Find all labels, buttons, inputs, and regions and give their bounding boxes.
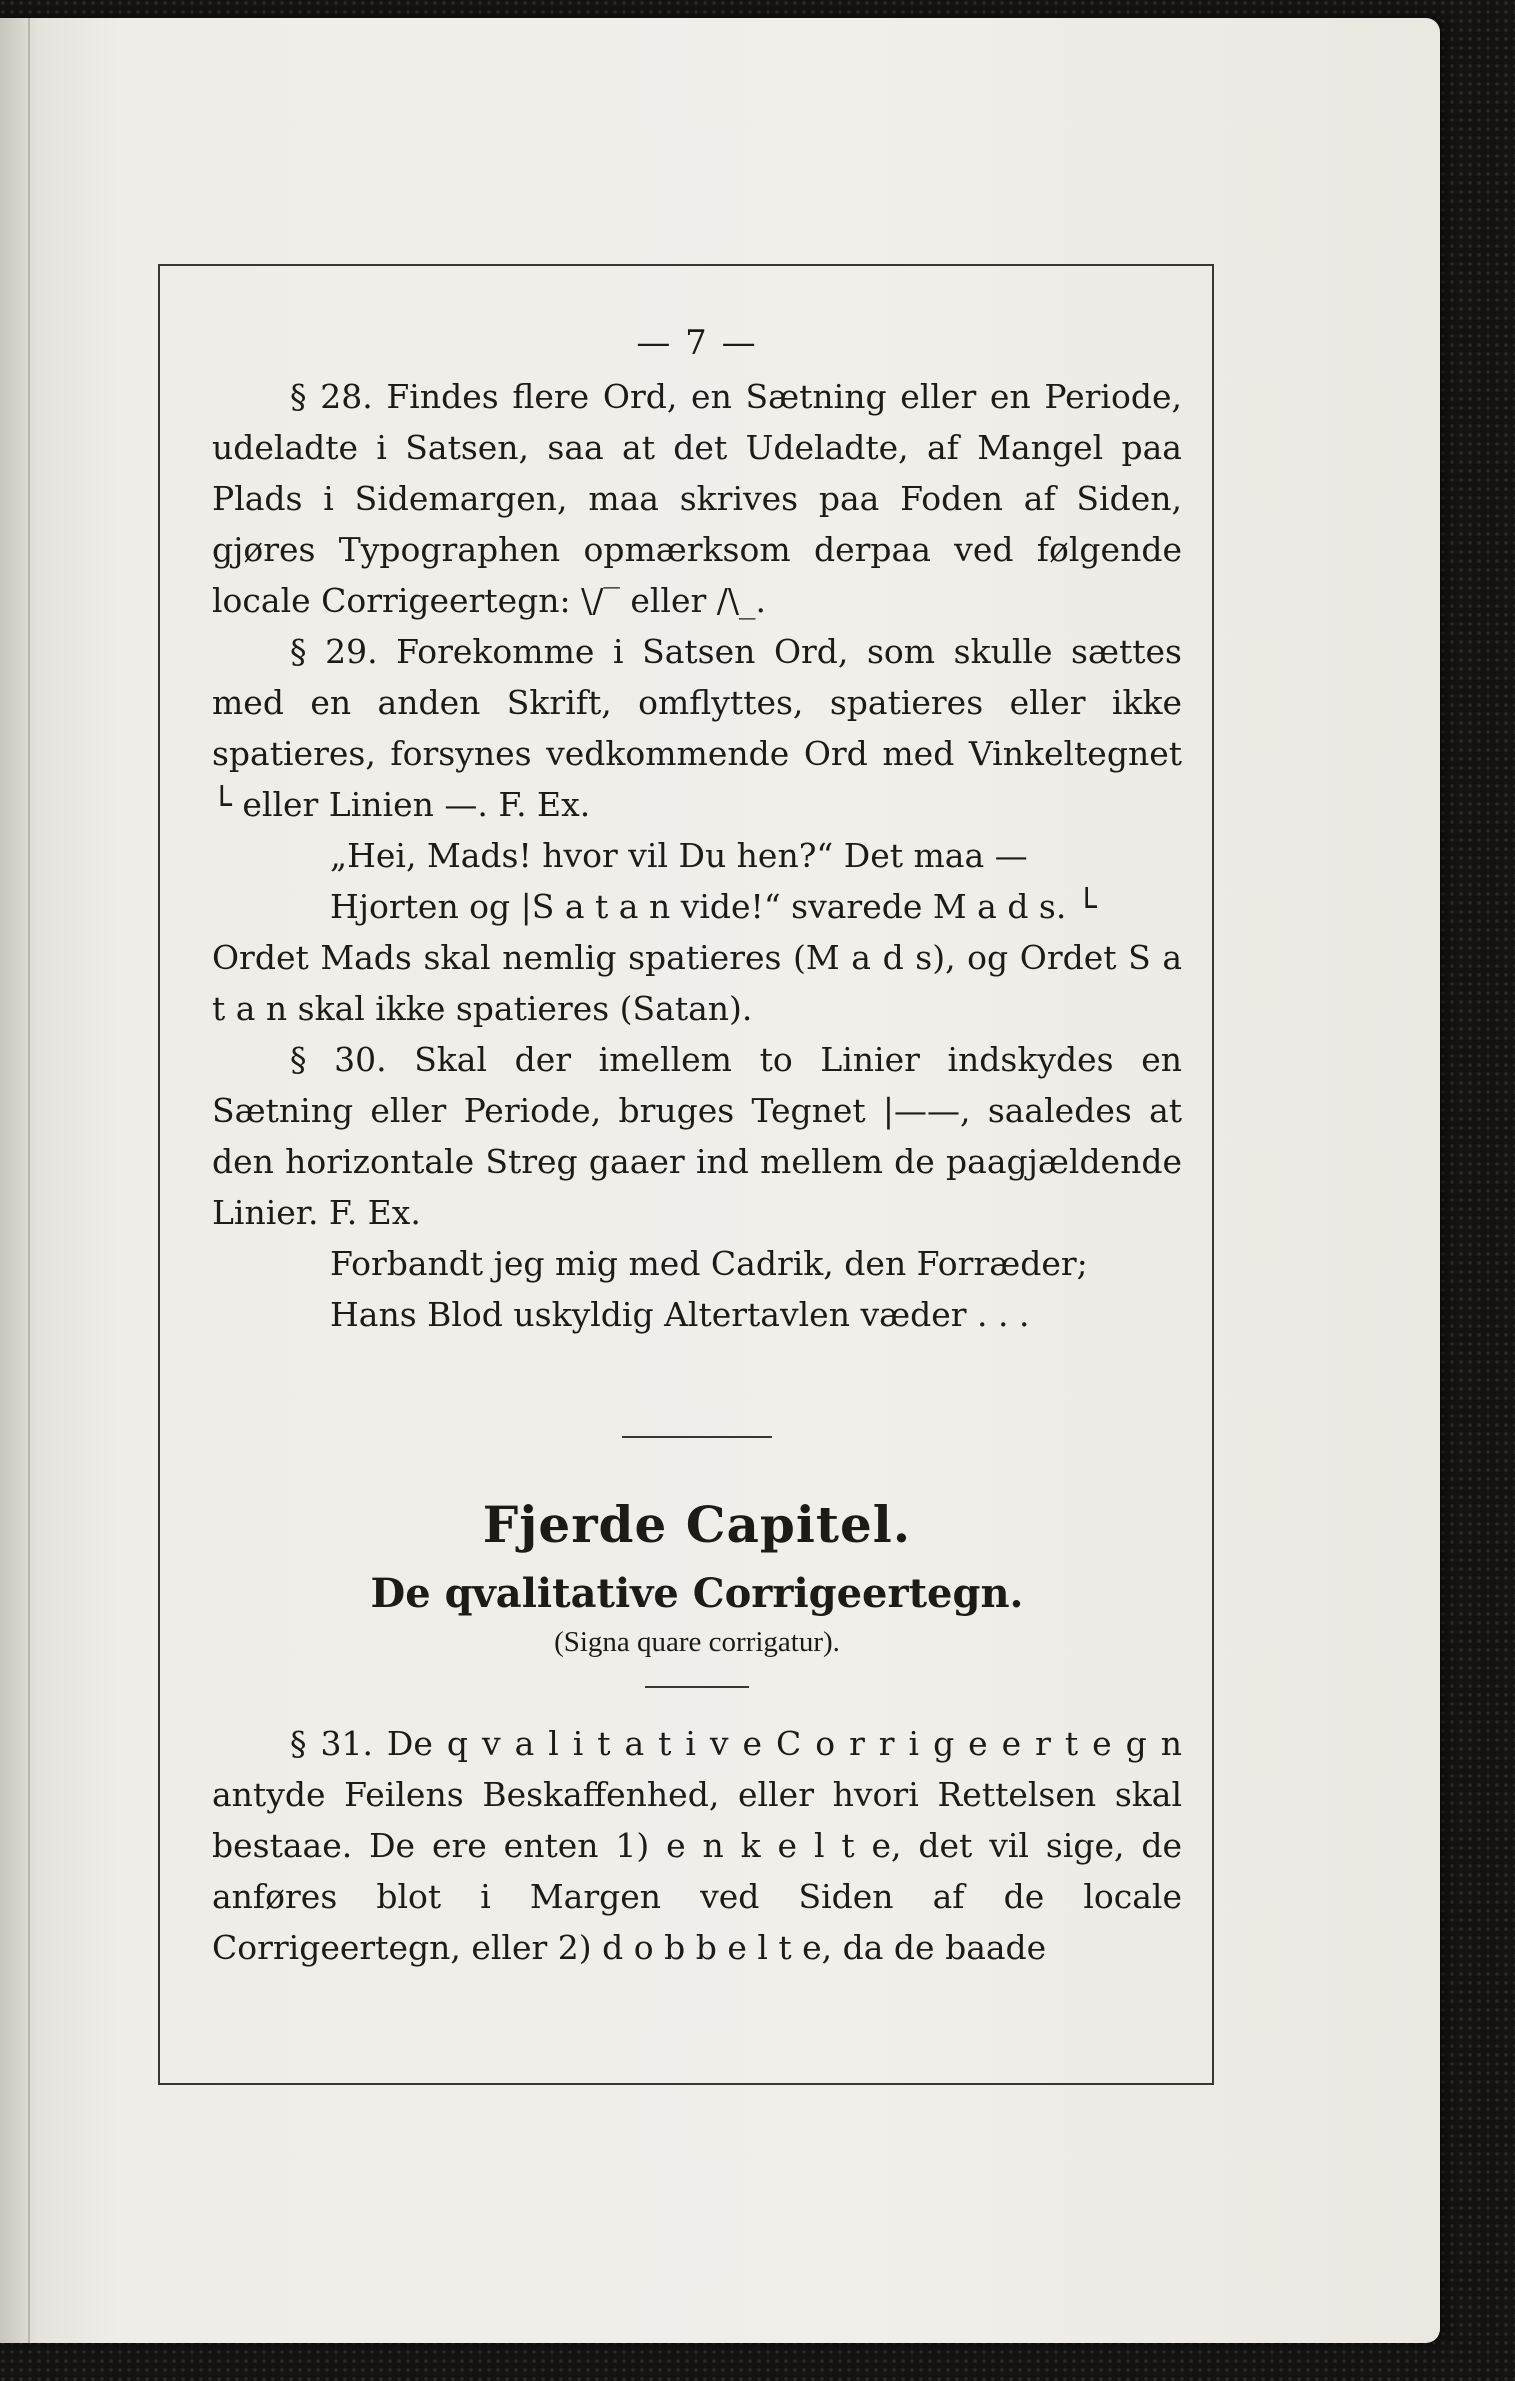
paragraph-28: § 28. Findes flere Ord, en Sætning eller en Periode, udeladte i Satsen, saa at det Udeladte, af Mangel paa Plads i Sidemargen, maa skrives paa Foden af Siden, gjøres Typographen opmærksom derpaa ved følgende locale Corrigeertegn: \/‾ eller /\_.: [212, 377, 1182, 620]
paragraph-29-explanation: Ordet Mads skal nemlig spatieres (M a d s), og Ordet S a t a n skal ikke spatieres (Satan).: [212, 938, 1182, 1028]
section-divider: [622, 1436, 772, 1438]
chapter-divider: [645, 1686, 749, 1688]
page-number: — 7 —: [636, 323, 758, 363]
page-spine: [28, 18, 30, 2343]
verse-line-2: Hans Blod uskyldig Altertavlen væder . . .: [330, 1295, 1030, 1334]
book-page: [0, 18, 1440, 2343]
example-line-1: „Hei, Mads! hvor vil Du hen?“ Det maa —: [330, 836, 1028, 875]
chapter-title: Fjerde Capitel.: [482, 1495, 912, 1554]
chapter-subtitle: De qvalitative Corrigeertegn.: [370, 1570, 1024, 1617]
text-block: [212, 318, 1182, 1973]
verse-line-1: Forbandt jeg mig med Cadrik, den Forræder;: [330, 1244, 1088, 1283]
example-line-2: Hjorten og |S a t a n vide!“ svarede M a d s. └: [330, 887, 1097, 926]
paragraph-31: § 31. De q v a l i t a t i v e C o r r i g e e r t e g n antyde Feilens Beskaffenhed, eller hvori Rettelsen skal bestaae. De ere enten 1) e n k e l t e, det vil sige, de anføres blot i Margen ved Siden af de locale Corrigeertegn, eller 2) d o b b e l t e, da de baade: [212, 1724, 1182, 1967]
chapter-latin-subtitle: (Signa quare corrigatur).: [554, 1626, 840, 1658]
paragraph-29: § 29. Forekomme i Satsen Ord, som skulle sættes med en anden Skrift, omflyttes, spatieres eller ikke spatieres, forsynes vedkommende Ord med Vinkeltegnet └ eller Linien —. F. Ex.: [212, 632, 1182, 824]
paragraph-30: § 30. Skal der imellem to Linier indskydes en Sætning eller Periode, bruges Tegnet |——, saaledes at den horizontale Streg gaaer ind mellem de paagjældende Linier. F. Ex.: [212, 1040, 1182, 1232]
